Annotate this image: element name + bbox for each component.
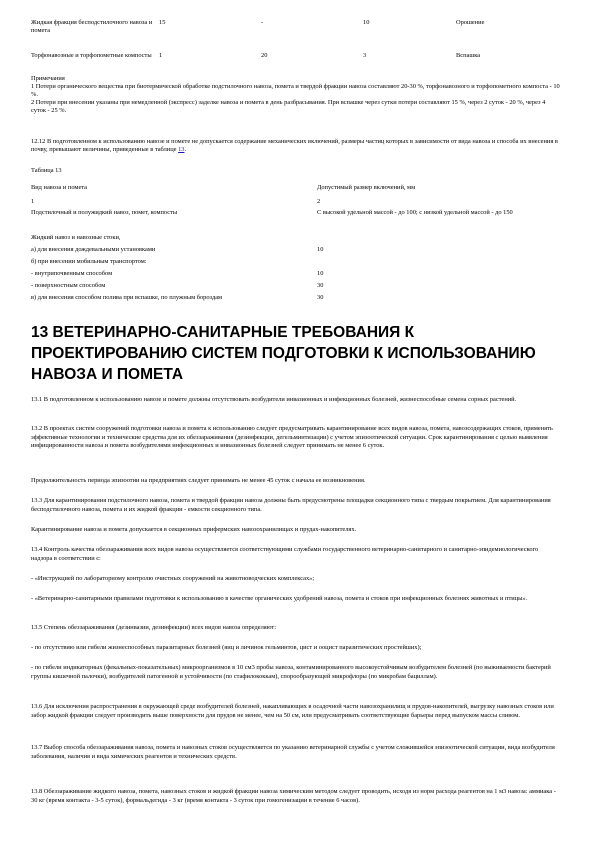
table-cell: Жидкий навоз и навозные стоки, bbox=[31, 234, 121, 241]
table-cell: 30 bbox=[317, 282, 324, 289]
paragraph: 13.6 Для исключения распространения в окружающей среде возбудителей болезней, накапливающих в осадочной части навозохранилищ и прудов-накопителей, выгрузку навозных стоков или забор жидкой фракции следует производить выше поверхности для прудов не менее, чем на 50 см, или предусматривать соответствующие барьеры перед выпуском массы сливом. bbox=[31, 703, 554, 719]
table-cell: Подстилочный и полужидкий навоз, помет, компосты bbox=[31, 209, 178, 216]
table-header-row bbox=[31, 184, 561, 198]
table-row bbox=[31, 282, 561, 294]
paragraph: Продолжительность периода эпизоотии на предприятиях следует принимать не менее 45 суток с начала ее возникновения. bbox=[31, 477, 366, 484]
table-row bbox=[31, 52, 561, 60]
paragraph: - «Инструкцией по лабораторному контролю очистных сооружений на животноводческих комплексах»; bbox=[31, 575, 315, 582]
table-row bbox=[31, 258, 561, 270]
notes-title: Примечания bbox=[31, 75, 65, 82]
paragraph: 13.7 Выбор способа обеззараживания навоза, помета и навозных стоков осуществляется по указанию ветеринарной службы с учетом сложившейся эпизоотической ситуации, вида возбудителя заболевания, наличия и вида химических реагентов и технических средств. bbox=[31, 744, 555, 760]
paragraph: Карантинирование навоза и помета допускается в секционных прифермских навозохранилищах и прудах-накопителях. bbox=[31, 526, 357, 533]
table-cell bbox=[317, 258, 561, 270]
table-cell bbox=[317, 234, 561, 246]
table-13-caption: Таблица 13 bbox=[31, 167, 62, 174]
paragraph: - по отсутствию или гибели жизнеспособных паразитарных болезней (яиц и личинок гельминтов, цист и ооцист паразитических простейших); bbox=[31, 644, 422, 651]
table-cell: 30 bbox=[317, 294, 324, 301]
paragraph-text: 12.12 В подготовленном к использованию навозе и помете не допускается содержание механических включений, размеры частиц которых в зависимости от вида навоза и способа их внесения в почву, превышают величины, приведенные в таблице bbox=[31, 138, 558, 153]
table-header-cell: Допустимый размер включений, мм bbox=[317, 184, 416, 191]
paragraph: 13.8 Обеззараживание жидкого навоза, помета, навозных стоков и жидкой фракции навоза химическим методом следует проводить, исходя из норм расхода реагентов на 1 м3 навоза: аммиака - 30 кг (время контакта - 3-5 суток), формальдегида - 3 кг (время контакта - 3 суток при гомогенизации в течение 6 часов). bbox=[31, 788, 556, 804]
table-cell: Орошение bbox=[456, 19, 485, 26]
table-cell: 10 bbox=[317, 246, 324, 253]
table-cell: Торфонавозные и торфопометные компосты bbox=[31, 52, 152, 59]
table-cell: б) при внесении мобильным транспортом: bbox=[31, 258, 147, 265]
table-cell: 1 bbox=[31, 198, 35, 205]
table-row bbox=[31, 294, 561, 306]
table-row bbox=[31, 246, 561, 258]
table-header-cell: Вид навоза и помета bbox=[31, 184, 88, 191]
table-cell: 3 bbox=[363, 52, 367, 59]
table-13-link[interactable]: 13 bbox=[178, 146, 185, 153]
section-heading: 13 ВЕТЕРИНАРНО-САНИТАРНЫЕ ТРЕБОВАНИЯ К ПРОЕКТИРОВАНИЮ СИСТЕМ ПОДГОТОВКИ К ИСПОЛЬЗОВАНИЮ НАВОЗА И ПОМЕТА bbox=[31, 324, 536, 383]
table-cell: в) для внесения способом полива при вспашке, по плужным бороздам bbox=[31, 294, 223, 301]
paragraph-12-12 bbox=[31, 138, 561, 154]
table-cell: - внутрипочвенным способом bbox=[31, 270, 113, 277]
table-cell: Вспашка bbox=[456, 52, 481, 59]
paragraph: 13.4 Контроль качества обеззараживания всех видов навоза осуществляется соответствующими службами государственного ветеринарно-санитарного и санитарно-эпидемиологического надзора в соответствии с: bbox=[31, 546, 539, 562]
table-cell: - bbox=[261, 19, 264, 26]
table-cell: 10 bbox=[363, 19, 370, 26]
table-row bbox=[31, 198, 561, 209]
table-13 bbox=[31, 184, 561, 306]
table-cell: 1 bbox=[159, 52, 163, 59]
paragraph: - «Ветеринарно-санитарными правилами подготовки к использованию в качестве органических удобрений навоза, помета и стоков при инфекционных болезнях животных и птицы». bbox=[31, 595, 528, 602]
table-row bbox=[31, 270, 561, 282]
table-cell: С высокой удельной массой - до 100; с низкой удельной массой - до 150 bbox=[317, 209, 513, 216]
note-item: 1 Потери органического вещества при биотермической обработке подстилочного навоза, помета и твердой фракции навоза составляют 20-30 %, торфонавозного и торфопометного компоста - 10 %. bbox=[31, 83, 560, 98]
paragraph: 13.2 В проектах систем сооружений подготовки навоза и помета к использованию следует предусматривать карантинирование всех видов навоза, помета, навозсодержащих стоков, применять эффективные технологии и технические средства для их обеззараживания (дезинфекции, дегельминтизации) с учетом эпизоотической ситуации. Срок карантинирования с целью выявления инфицированности навоза и помета возбудителями инфекционных и инвазионных болезней следует принимать не менее 6 суток. bbox=[31, 425, 553, 449]
paragraph-end: . bbox=[184, 146, 187, 153]
paragraph: - по гибели индикаторных (фекальных-показательных) микроорганизмов в 10 см3 пробы навоза, контаминированного высокоустойчивым возбудителем болезней (по выживаемости бактерий группы кишечной палочки), возбудителей патогенной и устойчивости (по стафилококкам), спорообразующей микрофлоры (по микробам бациллам). bbox=[31, 664, 551, 680]
table-row bbox=[31, 19, 561, 52]
table-cell: 2 bbox=[317, 198, 321, 205]
table-row bbox=[31, 234, 561, 246]
note-item: 2 Потери при внесении указаны при немедленной (экспресс) заделке навоза и помета в день разбрасывания. При вспашке через сутки потери составляют 15 %, через 2 суток - 20 %, через 4 суток - 25 %. bbox=[31, 99, 546, 114]
paragraph: 13.3 Для карантинирования подстилочного навоза, помета и твердой фракции навоза должны быть предусмотрены площадки секционного типа с твердым покрытием. Для карантинирования бесподстилочного навоза, помета и их жидкой фракции - емкости секционного типа. bbox=[31, 497, 551, 513]
notes-block bbox=[31, 75, 561, 115]
table-cell: 10 bbox=[317, 270, 324, 277]
table-cell: 20 bbox=[261, 52, 268, 59]
table-cell: - поверхностным способом bbox=[31, 282, 106, 289]
table-row bbox=[31, 209, 561, 234]
paragraph: 13.1 В подготовленном к использованию навозе и помете должны отсутствовать возбудители инвазионных и инфекционных болезней, жизнеспособные семена сорных растений. bbox=[31, 396, 517, 403]
table-cell: а) для внесения дождевальными установками bbox=[31, 246, 156, 253]
table-cell: 15 bbox=[159, 19, 166, 26]
table-top bbox=[31, 19, 561, 60]
paragraph: 13.5 Степень обеззараживания (дезинвазии, дезинфекции) всех видов навоза определяют: bbox=[31, 624, 276, 631]
table-cell: Жидкая фракция бесподстилочного навоза и помета bbox=[31, 19, 153, 34]
